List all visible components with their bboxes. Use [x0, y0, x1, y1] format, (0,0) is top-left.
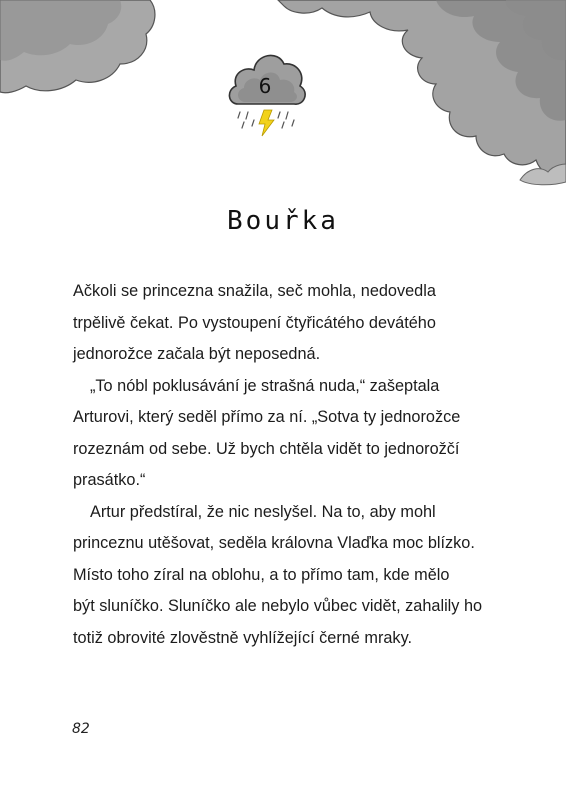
- text-line: Arturovi, který seděl přímo za ní. „Sotva ty jednorožce: [73, 408, 461, 426]
- chapter-title: Bouřka: [227, 206, 339, 236]
- text-line: trpělivě čekat. Po vystoupení čtyřicátého devátého: [73, 313, 436, 332]
- text-line: být sluníčko. Sluníčko ale nebylo vůbec vidět, zahalily ho: [73, 597, 483, 615]
- text-line: princeznu utěšovat, seděla královna Vlaďka moc blízko.: [73, 534, 475, 552]
- text-line: Ačkoli se princezna snažila, seč mohla, nedovedla: [73, 282, 436, 300]
- text-line: „To nóbl poklusávání je strašná nuda,“ zašeptala: [90, 376, 440, 395]
- text-line: jednorožce začala být neposedná.: [73, 345, 321, 363]
- paragraph-3: [73, 497, 503, 655]
- right-cloud: [278, 0, 566, 185]
- text-line: totiž obrovité zlověstně vyhlížející černé mraky.: [73, 628, 413, 647]
- left-cloud: [0, 0, 155, 93]
- chapter-number: 6: [258, 74, 272, 98]
- chapter-body: [73, 276, 503, 654]
- paragraph-1: [73, 276, 503, 371]
- text-line: Artur předstíral, že nic neslyšel. Na to, aby mohl: [90, 502, 436, 521]
- lightning-icon: [259, 110, 274, 136]
- text-line: prasátko.“: [73, 471, 146, 489]
- paragraph-2: [73, 371, 503, 497]
- text-line: Místo toho zíral na oblohu, a to přímo tam, kde mělo: [73, 565, 450, 584]
- text-line: rozeznám od sebe. Už bych chtěla vidět to jednorožčí: [73, 439, 460, 458]
- page-number: 82: [72, 721, 90, 737]
